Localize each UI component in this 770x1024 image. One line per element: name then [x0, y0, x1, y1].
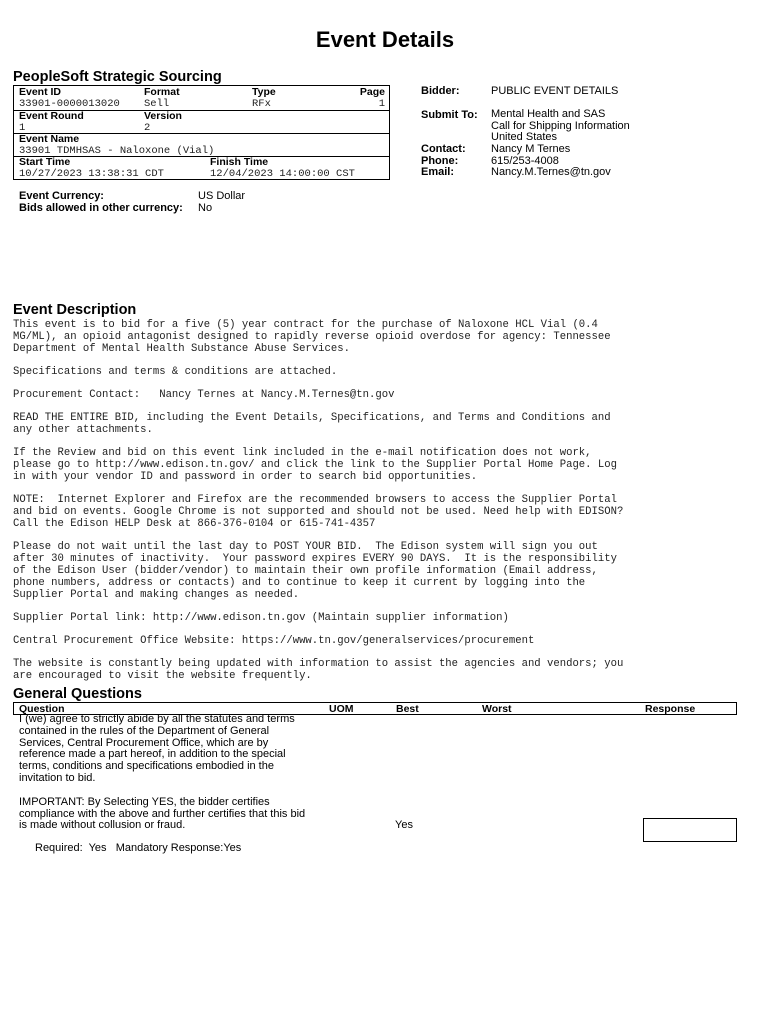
general-questions-heading: General Questions: [13, 686, 142, 702]
submit-line: Mental Health and SAS: [491, 108, 606, 120]
contact-label: Contact:: [421, 143, 466, 155]
bidder-value: PUBLIC EVENT DETAILS: [491, 85, 619, 97]
type-label: Type: [252, 86, 276, 98]
start-time-value: 10/27/2023 13:38:31 CDT: [19, 168, 164, 180]
page-value: 1: [378, 98, 385, 110]
description-paragraph: Procurement Contact: Nancy Ternes at Nancy.M.Ternes@tn.gov: [13, 389, 395, 401]
description-heading: Event Description: [13, 302, 137, 318]
version-label: Version: [144, 110, 182, 122]
version-value: 2: [144, 122, 151, 134]
format-label: Format: [144, 86, 180, 98]
submit-line: Call for Shipping Information: [491, 119, 630, 132]
description-paragraph: Please do not wait until the last day to POST YOUR BID. The Edison system will sign you out after 30 minutes of inactivity. Your password expires EVERY 90 DAYS. It is the responsibility of the Edison User (bidder/vendor) to maintain their own profile information (Email address, phone numbers, address or contacts) and to continue to keep it current by logging into the Supplier Portal and making changes as needed.: [13, 541, 617, 601]
phone-label: Phone:: [421, 154, 459, 167]
description-paragraph: Central Procurement Office Website: https://www.tn.gov/generalservices/procurement: [13, 635, 535, 647]
email-value[interactable]: Nancy.M.Ternes@tn.gov: [491, 166, 611, 179]
description-paragraph: This event is to bid for a five (5) year contract for the purchase of Naloxone HCL Vial (0.4 MG/ML), an opioid antagonist designed to rapidly reverse opioid overdose for agency: Tennessee Department of Mental Health Substance Abuse Services.: [13, 319, 611, 355]
email-label: Email:: [421, 166, 455, 179]
submit-to-address: [491, 109, 630, 144]
divider: [14, 156, 389, 157]
page-title: Event Details: [315, 27, 455, 52]
finish-time-label: Finish Time: [210, 156, 269, 168]
finish-time-value: 12/04/2023 14:00:00 CST: [210, 168, 355, 180]
bidder-label: Bidder:: [421, 85, 460, 97]
description-paragraph: NOTE: Internet Explorer and Firefox are the recommended browsers to access the Supplier Portal and bid on events. Google Chrome is not supported and should not be used. Need help with EDISON? Call the Edison HELP Desk at 866-376-0104 or 615-741-4357: [13, 494, 624, 530]
required-text: Required: Yes Mandatory Response:Yes: [35, 842, 242, 854]
event-info-box: [13, 85, 390, 180]
question-text: [19, 714, 311, 832]
response-input[interactable]: [643, 818, 737, 842]
submit-to-label: Submit To:: [421, 109, 478, 121]
col-uom: UOM: [329, 703, 354, 715]
description-paragraph: If the Review and bid on this event link included in the e-mail notification does not work, please go to http://www.edison.tn.gov/ and click the link to the Supplier Portal Home Page. Log in with your vendor ID and password in order to search bid opportunities.: [13, 447, 617, 483]
other-currency-value: No: [198, 202, 213, 214]
org-heading: PeopleSoft Strategic Sourcing: [13, 69, 222, 85]
event-round-value: 1: [19, 122, 26, 134]
type-value: RFx: [252, 98, 271, 110]
col-best: Best: [396, 703, 419, 715]
event-id-label: Event ID: [19, 86, 62, 98]
currency-values: [198, 190, 245, 214]
event-round-label: Event Round: [19, 110, 84, 122]
contact-values: [491, 144, 611, 179]
submit-line: United States: [491, 131, 558, 144]
description-paragraph: Supplier Portal link: http://www.edison.tn.gov (Maintain supplier information): [13, 612, 509, 624]
description-paragraph: The website is constantly being updated with information to assist the agencies and vendors; you are encouraged to visit the website frequently.: [13, 658, 624, 682]
event-id-value: 33901-0000013020: [19, 98, 120, 110]
page-label: Page: [359, 86, 385, 98]
contact-value: Nancy M Ternes: [491, 143, 571, 155]
description-paragraph: Specifications and terms & conditions are attached.: [13, 366, 338, 378]
currency-labels: [19, 190, 183, 214]
col-response: Response: [645, 703, 696, 715]
start-time-label: Start Time: [19, 156, 71, 168]
description-paragraph: READ THE ENTIRE BID, including the Event Details, Specifications, and Terms and Conditions and any other attachments.: [13, 412, 611, 436]
event-name-value: 33901 TDMHSAS - Naloxone (Vial): [19, 145, 215, 157]
description-body: [13, 319, 770, 693]
best-value: Yes: [395, 819, 413, 831]
event-name-label: Event Name: [19, 133, 80, 145]
question-paragraph: I (we) agree to strictly abide by all the statutes and terms contained in the rules of the Department of General Services, Central Procurement Office, which are by reference made a part hereof, in addition to the special terms, conditions and specifications embodied in the invitation to bid.: [19, 713, 295, 784]
event-currency-value: US Dollar: [198, 190, 246, 202]
col-question: Question: [19, 703, 65, 715]
col-worst: Worst: [482, 703, 512, 715]
other-currency-label: Bids allowed in other currency:: [19, 202, 183, 214]
event-currency-label: Event Currency:: [19, 190, 104, 202]
phone-value: 615/253-4008: [491, 154, 559, 167]
contact-labels: [421, 144, 466, 179]
format-value: Sell: [144, 98, 170, 110]
question-paragraph: IMPORTANT: By Selecting YES, the bidder certifies compliance with the above and further certifies that this bid is made without collusion or fraud.: [19, 795, 306, 832]
